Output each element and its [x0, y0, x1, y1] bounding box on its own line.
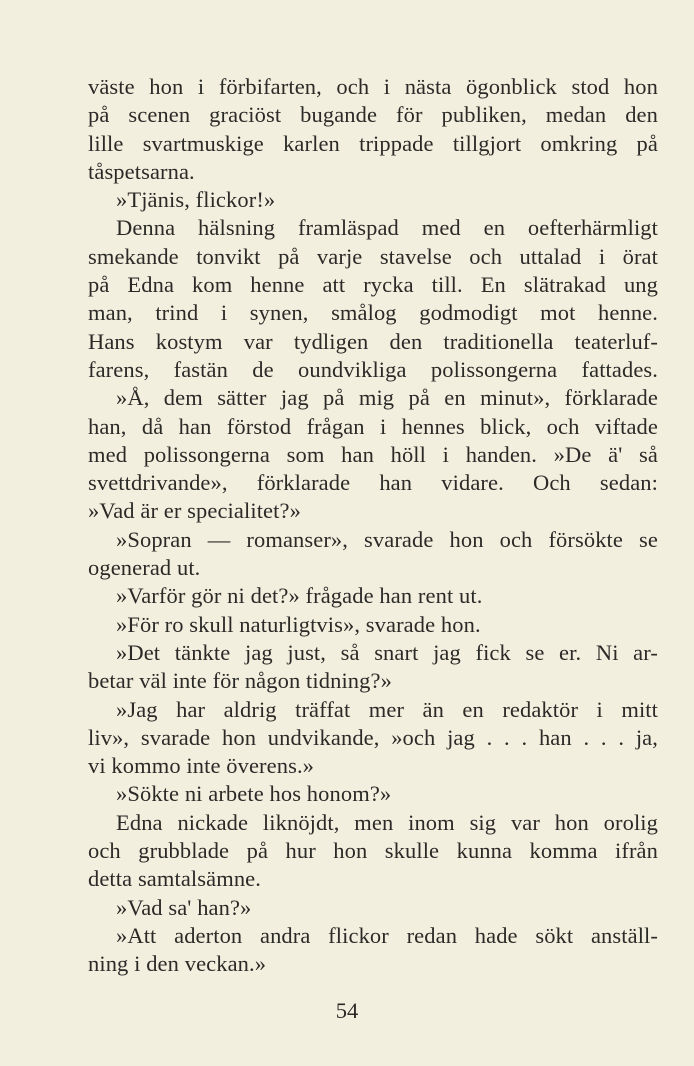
text-line: han, då han förstod frågan i hennes blick, och viftade — [88, 413, 658, 439]
text-line: Edna nickade liknöjdt, men inom sig var hon orolig — [116, 809, 658, 835]
text-line: »Sökte ni arbete hos honom?» — [116, 781, 392, 807]
text-line: smekande tonvikt på varje stavelse och uttalad i örat — [88, 243, 658, 269]
text-line: liv», svarade hon undvikande, »och jag . . . han . . . ja, — [88, 724, 658, 750]
text-line: »Å, dem sätter jag på mig på en minut», förklarade — [116, 385, 658, 411]
text-line: farens, fastän de oundvikliga polissongerna fattades. — [88, 356, 658, 382]
text-line: »Jag har aldrig träffat mer än en redaktör i mitt — [116, 696, 658, 722]
text-line: »Att aderton andra flickor redan hade sökt anställ- — [116, 922, 658, 948]
text-line: väste hon i förbifarten, och i nästa ögonblick stod hon — [88, 74, 658, 99]
body-text — [88, 73, 658, 979]
text-line: »Vad är er specialitet?» — [88, 498, 301, 524]
text-line: »För ro skull naturligtvis», svarade hon. — [116, 611, 481, 637]
text-line: »Varför gör ni det?» frågade han rent ut. — [116, 583, 483, 609]
text-line: vi kommo inte överens.» — [88, 753, 315, 779]
text-line: Hans kostym var tydligen den traditionella teaterluf- — [88, 328, 658, 354]
text-line: och grubblade på hur hon skulle kunna komma ifrån — [88, 838, 658, 864]
text-line: »Vad sa' han?» — [116, 894, 252, 920]
text-line: med polissongerna som han höll i handen. »De ä' så — [88, 441, 658, 467]
text-line: ning i den veckan.» — [88, 951, 267, 977]
text-line: detta samtalsämne. — [88, 866, 261, 892]
text-line: svettdrivande», förklarade han vidare. Och sedan: — [88, 470, 658, 496]
text-line: ogenerad ut. — [88, 555, 201, 581]
text-line: betar väl inte för någon tidning?» — [88, 668, 392, 694]
text-line: »Sopran — romanser», svarade hon och försökte se — [116, 526, 658, 552]
text-line: tåspetsarna. — [88, 158, 195, 184]
page-number: 54 — [335, 998, 359, 1023]
text-line: lille svartmuskige karlen trippade tillgjort omkring på — [88, 130, 658, 156]
text-line: man, trind i synen, smålog godmodigt mot henne. — [88, 300, 658, 326]
text-line: på scenen graciöst bugande för publiken, medan den — [88, 102, 658, 128]
text-line: på Edna kom henne att rycka till. En slätrakad ung — [88, 272, 658, 298]
text-line: Denna hälsning framläspad med en oefterhärmligt — [116, 215, 658, 241]
text-line: »Det tänkte jag just, så snart jag fick se er. Ni ar- — [116, 639, 658, 665]
text-line: »Tjänis, flickor!» — [116, 187, 276, 213]
